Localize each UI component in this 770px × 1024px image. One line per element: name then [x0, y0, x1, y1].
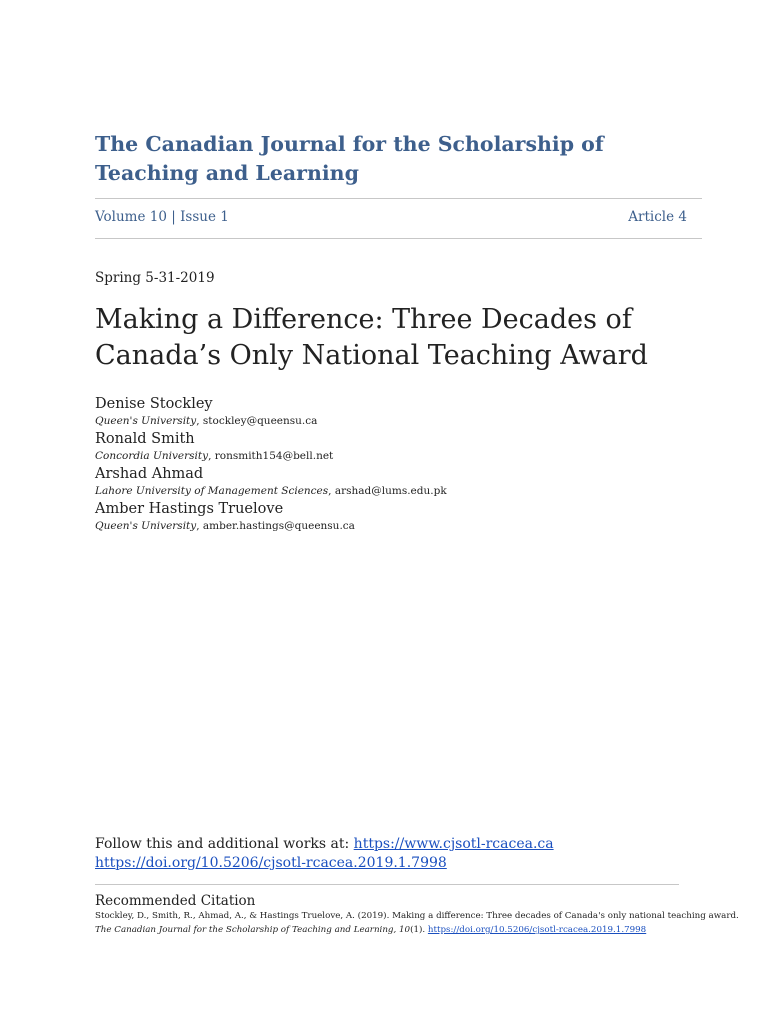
author-affiliation: Concordia University, ronsmith154@bell.net: [95, 450, 334, 462]
journal-title: The Canadian Journal for the Scholarship of Teaching and Learning: [95, 132, 604, 185]
author-affiliation: Queen's University, stockley@queensu.ca: [95, 415, 318, 427]
author-email[interactable]: amber.hastings@queensu.ca: [202, 520, 355, 532]
doi-link[interactable]: https://doi.org/10.5206/cjsotl-rcacea.2019.1.7998: [95, 855, 447, 871]
author-email[interactable]: ronsmith154@bell.net: [214, 450, 334, 462]
affiliation-name: Queen's University: [95, 415, 197, 427]
citation-line-1: Stockley, D., Smith, R., Ahmad, A., & Hastings Truelove, A. (2019). Making a difference: Three decades of Canada's only national teaching award.: [95, 911, 739, 921]
author-affiliation: Queen's University, amber.hastings@queensu.ca: [95, 520, 355, 532]
author-email[interactable]: arshad@lums.edu.pk: [334, 485, 447, 497]
citation-text: [95, 909, 739, 937]
author-entry: [95, 464, 715, 499]
article-title: Making a Difference: Three Decades of Canada’s Only National Teaching Award: [95, 304, 648, 371]
author-list: [95, 394, 715, 534]
volume-link[interactable]: Volume 10: [95, 209, 167, 225]
author-email[interactable]: stockley@queensu.ca: [202, 415, 318, 427]
divider-citation: [95, 884, 679, 885]
citation-journal: The Canadian Journal for the Scholarship of Teaching and Learning, 10: [95, 925, 411, 935]
article-number: Article 4: [628, 209, 687, 225]
author-entry: [95, 429, 715, 464]
follow-label: Follow this and additional works at:: [95, 836, 354, 852]
author-entry: [95, 394, 715, 429]
issue-separator: |: [166, 209, 181, 225]
issue-link[interactable]: Issue 1: [180, 209, 229, 225]
author-name[interactable]: Denise Stockley: [95, 396, 213, 412]
citation-issue: (1).: [410, 925, 428, 935]
affiliation-name: Concordia University: [95, 450, 209, 462]
citation-line-2: [95, 923, 715, 937]
issue-line: [95, 209, 687, 225]
website-link[interactable]: https://www.cjsotl-rcacea.ca: [353, 836, 554, 852]
affiliation-name: Queen's University: [95, 520, 197, 532]
divider-top: [95, 198, 702, 199]
author-name[interactable]: Ronald Smith: [95, 431, 195, 447]
affiliation-name: Lahore University of Management Sciences: [95, 485, 329, 497]
follow-section: [95, 835, 715, 873]
divider-bottom: [95, 238, 702, 239]
author-affiliation: Lahore University of Management Sciences, arshad@lums.edu.pk: [95, 485, 447, 497]
author-name[interactable]: Arshad Ahmad: [95, 466, 204, 482]
recommended-citation-heading: Recommended Citation: [95, 893, 256, 909]
citation-doi-link[interactable]: https://doi.org/10.5206/cjsotl-rcacea.2019.1.7998: [427, 925, 647, 935]
author-entry: [95, 499, 715, 534]
author-name[interactable]: Amber Hastings Truelove: [95, 501, 284, 517]
publication-date: Spring 5-31-2019: [95, 270, 215, 286]
